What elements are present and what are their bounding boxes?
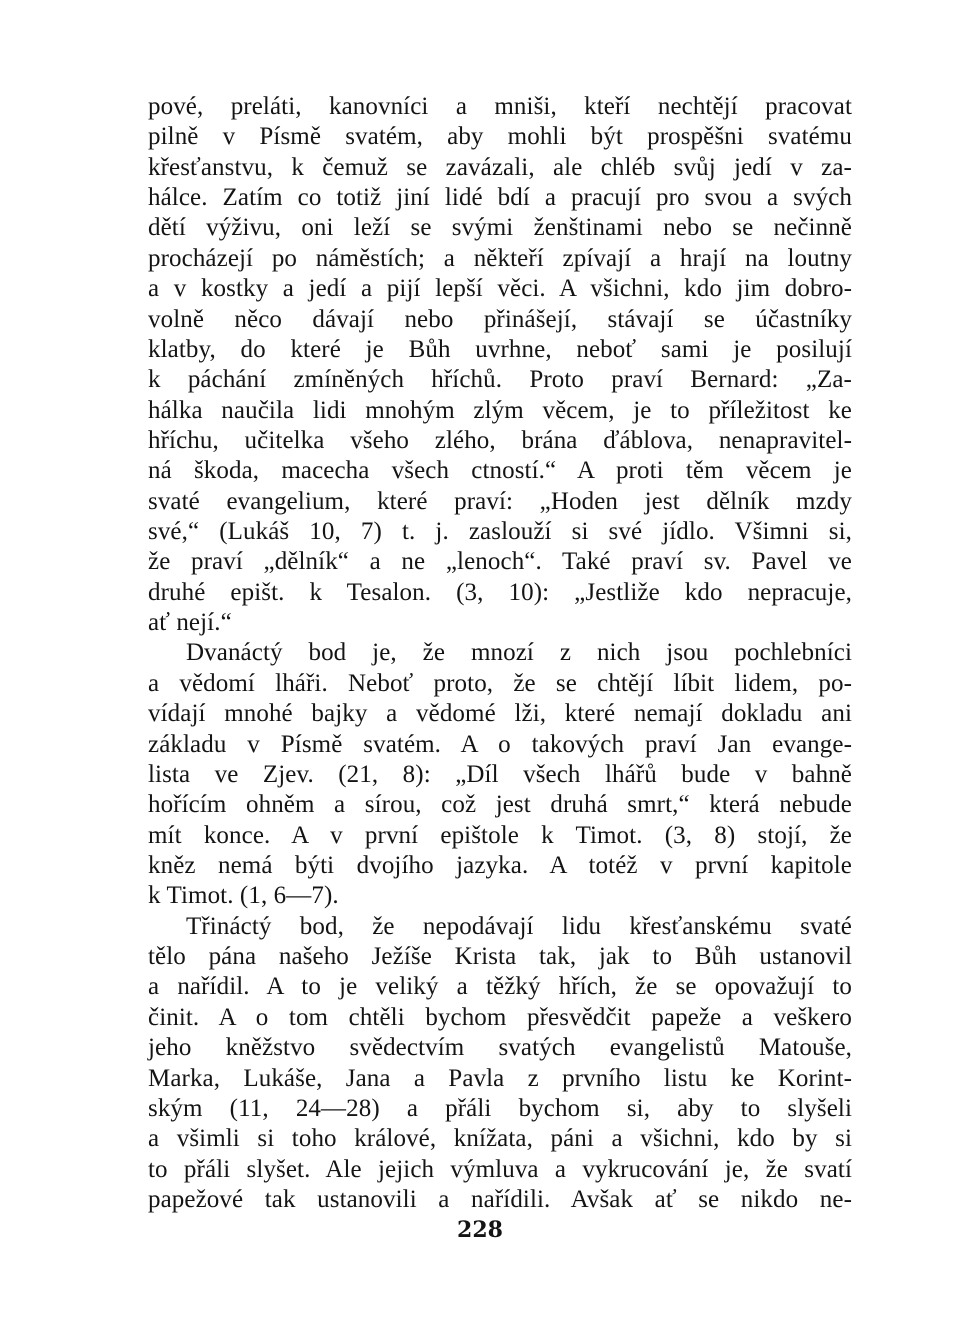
text-line: Marka, Lukáše, Jana a Pavla z prvního listu ke Korint-	[148, 1064, 852, 1092]
page-number: 228	[457, 1217, 503, 1243]
text-line: křesťanstvu, k čemuž se zavázali, ale chléb svůj jedí v za-	[148, 153, 852, 181]
text-line: volně něco dávají nebo přinášejí, stávají se účastníky	[148, 305, 852, 333]
text-line: své,“ (Lukáš 10, 7) t. j. zaslouží si své jídlo. Všimni si,	[148, 518, 852, 546]
text-line: a vědomí lháři. Neboť proto, že se chtějí líbit lidem, po-	[148, 669, 852, 697]
text-line: procházejí po náměstích; a někteří zpívají a hrají na loutny	[148, 244, 852, 272]
text-line: základu v Písmě svatém. A o takových praví Jan evange-	[148, 730, 852, 758]
text-line: vídají mnohé bajky a vědomé lži, které nemají dokladu ani	[148, 700, 852, 728]
text-line: a všimli si toho králové, knížata, páni a všichni, kdo by si	[148, 1125, 852, 1153]
paragraph-start-line: Dvanáctý bod je, že mnozí z nich jsou pochlebníci	[186, 639, 852, 667]
paragraph-start-line: Třináctý bod, že nepodávají lidu křesťanskému svaté	[186, 912, 852, 940]
text-line: pové, preláti, kanovníci a mniši, kteří nechtějí pracovat	[148, 93, 852, 120]
text-line: svaté evangelium, které praví: „Hoden jest dělník mzdy	[148, 487, 852, 515]
text-line: a v kostky a jedí a pijí lepší věci. A všichni, kdo jim dobro-	[148, 275, 852, 303]
text-line: tělo pána našeho Ježíše Krista tak, jak to Bůh ustanovil	[148, 943, 852, 971]
text-line: hříchu, učitelka všeho zlého, brána ďáblova, nenapravitel-	[148, 426, 852, 454]
text-line: hálce. Zatím co totiž jiní lidé bdí a pracují pro svou a svých	[148, 184, 852, 212]
text-line: hálka naučila lidi mnohým zlým věcem, je to příležitost ke	[148, 396, 852, 424]
text-line: k páchání zmíněných hříchů. Proto praví Bernard: „Za-	[148, 366, 852, 394]
body-text	[148, 92, 852, 1215]
text-line: jeho kněžstvo svědectvím svatých evangelistů Matouše,	[148, 1034, 852, 1062]
paragraph-end-line: k Timot. (1, 6—7).	[148, 882, 339, 910]
text-line: a nařídil. A to je veliký a těžký hřích, že se opovažují to	[148, 973, 852, 1001]
text-line: hořícím ohněm a sírou, což jest druhá smrt,“ která nebude	[148, 791, 852, 819]
text-line: kněz nemá býti dvojího jazyka. A totéž v první kapitole	[148, 851, 852, 879]
text-line: klatby, do které je Bůh uvrhne, neboť sami je posilují	[148, 335, 852, 363]
text-line: ským (11, 24—28) a přáli bychom si, aby to slyšeli	[148, 1094, 852, 1122]
text-line: papežové tak ustanovili a nařídili. Avšak ať se nikdo ne-	[148, 1185, 852, 1213]
text-line: pilně v Písmě svatém, aby mohli být prospěšni svatému	[148, 123, 852, 151]
text-line: druhé epišt. k Tesalon. (3, 10): „Jestliže kdo nepracuje,	[148, 578, 852, 606]
paragraph-end-line: ať nejí.“	[148, 609, 232, 637]
text-line: že praví „dělník“ a ne „lenoch“. Také praví sv. Pavel ve	[148, 548, 852, 576]
text-line: to přáli slyšet. Ale jejich výmluva a vykrucování je, že svatí	[148, 1155, 852, 1183]
text-line: mít konce. A v první epištole k Timot. (3, 8) stojí, že	[148, 821, 852, 849]
text-line: ná škoda, macecha všech ctností.“ A proti těm věcem je	[148, 457, 852, 485]
text-line: lista ve Zjev. (21, 8): „Díl všech lhářů bude v bahně	[148, 760, 852, 788]
text-line: činit. A o tom chtěli bychom přesvědčit papeže a veškero	[148, 1003, 852, 1031]
text-line: dětí výživu, oni leží se svými ženštinami nebo se nečinně	[148, 214, 852, 242]
